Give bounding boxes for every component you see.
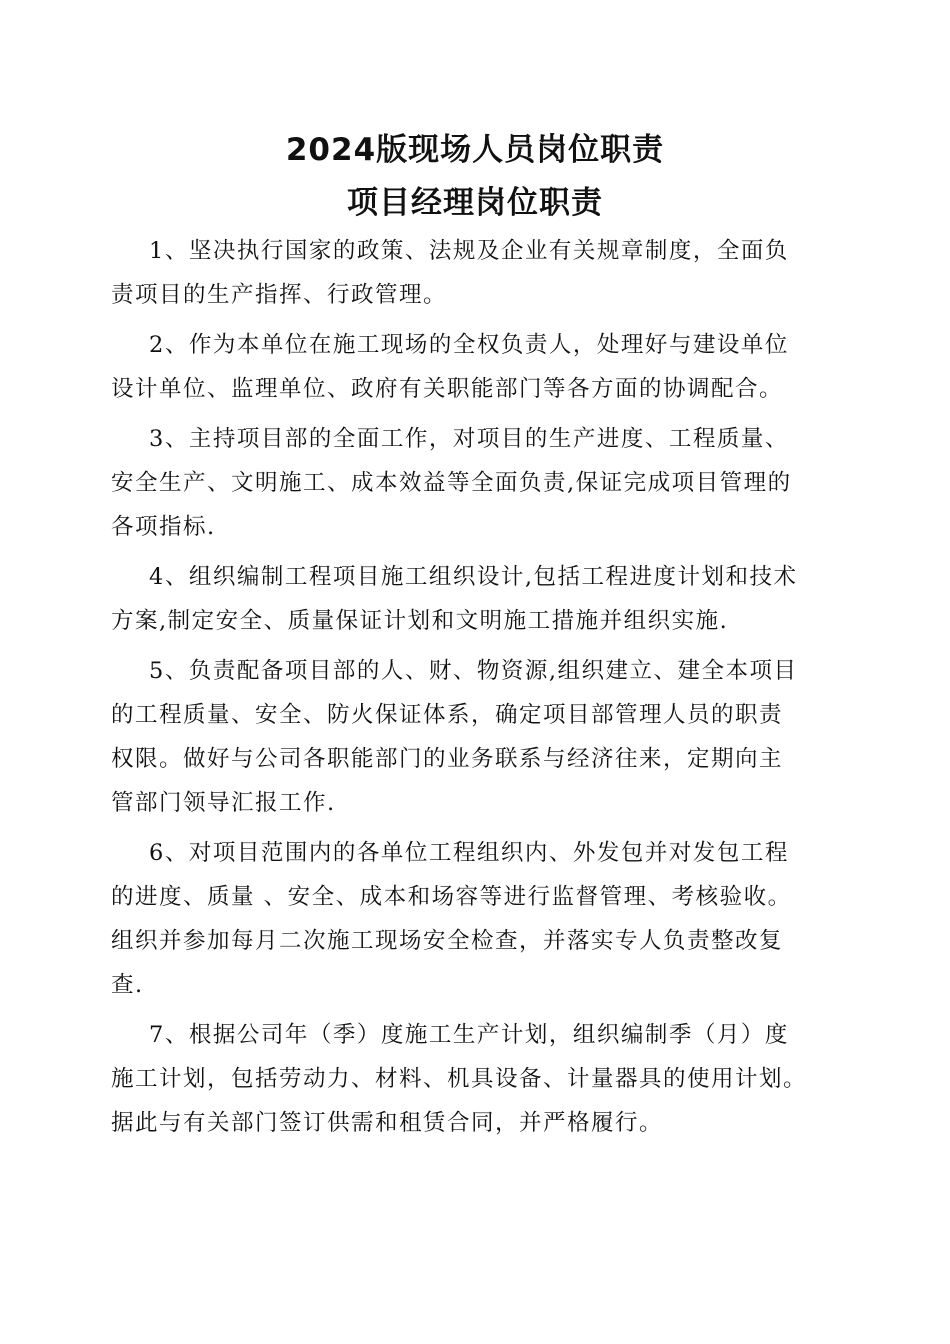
document-subtitle: 项目经理岗位职责 — [347, 185, 603, 221]
text-line: 责项目的生产指挥、行政管理。 — [111, 282, 448, 308]
text-line: 施工计划，包括劳动力、材料、机具设备、计量器具的使用计划。 — [111, 1066, 808, 1092]
text-line: 的工程质量、安全、防火保证体系，确定项目部管理人员的职责 — [111, 702, 784, 728]
duty-item-2 — [111, 323, 839, 411]
document-body — [111, 229, 839, 1151]
text-line: 据此与有关部门签订供需和租赁合同，并严格履行。 — [111, 1110, 664, 1136]
duty-item-5 — [111, 649, 839, 825]
text-line: 7、根据公司年（季）度施工生产计划，组织编制季（月）度 — [149, 1022, 789, 1048]
text-line: 2、作为本单位在施工现场的全权负责人，处理好与建设单位 — [149, 332, 789, 358]
duty-item-6 — [111, 831, 839, 1007]
text-line: 的进度、质量 、安全、成本和场容等进行监督管理、考核验收。 — [111, 884, 792, 910]
text-line: 组织并参加每月二次施工现场安全检查，并落实专人负责整改复 — [111, 928, 784, 954]
text-line: 权限。做好与公司各职能部门的业务联系与经济往来，定期向主 — [111, 746, 784, 772]
text-line: 设计单位、监理单位、政府有关职能部门等各方面的协调配合。 — [111, 376, 784, 402]
text-line: 3、主持项目部的全面工作，对项目的生产进度、工程质量、 — [149, 426, 789, 452]
text-line: 查. — [111, 972, 144, 998]
text-line: 6、对项目范围内的各单位工程组织内、外发包并对发包工程 — [149, 840, 789, 866]
duty-item-3 — [111, 417, 839, 549]
document-title: 2024版现场人员岗位职责 — [285, 132, 665, 168]
text-line: 方案,制定安全、质量保证计划和文明施工措施并组织实施. — [111, 608, 729, 634]
duty-item-1 — [111, 229, 839, 317]
duty-item-4 — [111, 555, 839, 643]
text-line: 安全生产、文明施工、成本效益等全面负责,保证完成项目管理的 — [111, 470, 792, 496]
text-line: 5、负责配备项目部的人、财、物资源,组织建立、建全本项目 — [149, 658, 798, 684]
text-line: 管部门领导汇报工作. — [111, 790, 336, 816]
text-line: 1、坚决执行国家的政策、法规及企业有关规章制度，全面负 — [149, 238, 789, 264]
text-line: 各项指标. — [111, 514, 216, 540]
text-line: 4、组织编制工程项目施工组织设计,包括工程进度计划和技术 — [149, 564, 798, 590]
duty-item-7 — [111, 1013, 839, 1145]
